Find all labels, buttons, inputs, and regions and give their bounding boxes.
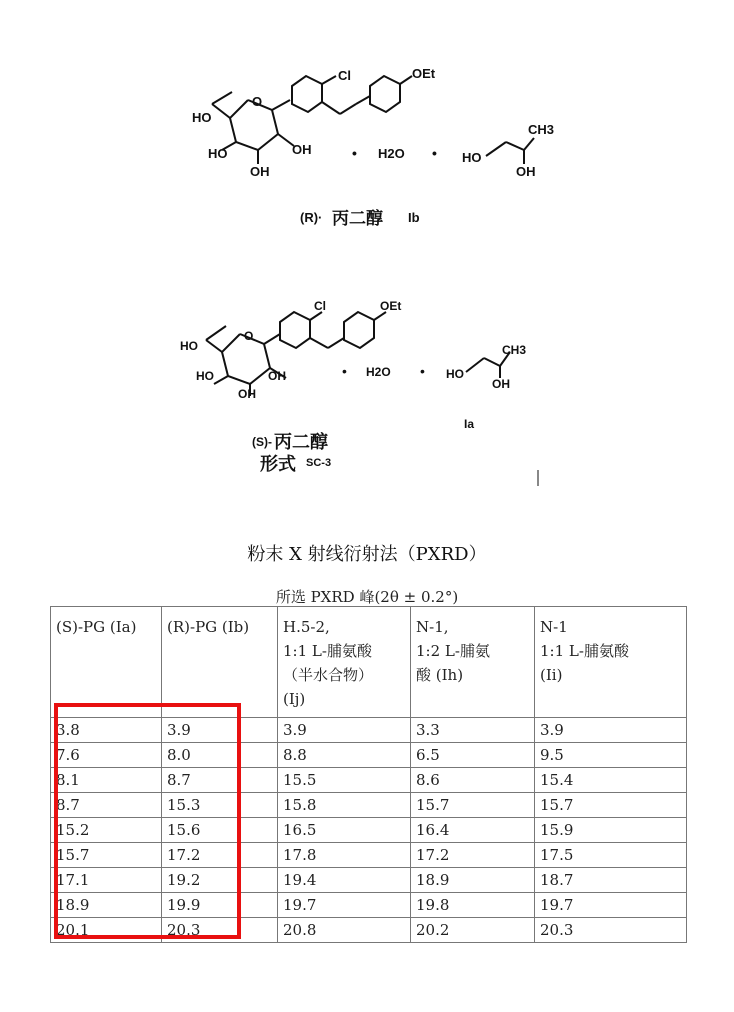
table-row [51, 768, 687, 793]
table-cell: 18.9 [411, 868, 535, 893]
table-cell: 17.2 [162, 843, 278, 868]
table-cell: 15.3 [162, 793, 278, 818]
table-cell: 3.3 [411, 718, 535, 743]
ia-pg-ho: HO [446, 367, 464, 381]
ib-ho-2: HO [208, 146, 228, 161]
table-cell: 8.0 [162, 743, 278, 768]
table-header-row [51, 607, 687, 718]
table-row [51, 743, 687, 768]
table-caption: 所选 PXRD 峰(2θ ± 0.2°) [275, 588, 459, 606]
ia-label-name: 丙二醇 [274, 432, 328, 453]
ib-bullet-2: • [432, 145, 437, 161]
table-cell: 15.9 [535, 818, 687, 843]
ib-oh-1: OH [250, 164, 270, 179]
ib-oet: OEt [412, 66, 436, 81]
pxrd-section-title: 粉末 X 射线衍射法（PXRD） [247, 544, 487, 565]
header-cell-ii: N-1 1:1 L-脯氨酸 (Ii) [535, 607, 687, 718]
ia-oet: OEt [380, 299, 402, 313]
ib-ring-oxygen: O [252, 94, 263, 109]
structure-ib [212, 76, 534, 164]
ia-water: H2O [366, 365, 391, 379]
table-row [51, 718, 687, 743]
table-cell: 3.8 [51, 718, 162, 743]
table-cell: 8.1 [51, 768, 162, 793]
table-cell: 15.6 [162, 818, 278, 843]
table-cell: 19.9 [162, 893, 278, 918]
table-cell: 20.8 [278, 918, 411, 943]
table-cell: 8.7 [162, 768, 278, 793]
table-cell: 18.7 [535, 868, 687, 893]
table-cell: 20.1 [51, 918, 162, 943]
ia-ho-1: HO [180, 339, 198, 353]
ia-bullet-2: • [420, 363, 425, 379]
table-cell: 19.4 [278, 868, 411, 893]
table-cell: 6.5 [411, 743, 535, 768]
ia-ring-oxygen: O [244, 329, 254, 343]
ia-oh-1: OH [238, 387, 256, 401]
ib-ho-1: HO [192, 110, 212, 125]
ia-pg-oh: OH [492, 377, 510, 391]
ia-cl: Cl [314, 299, 326, 313]
table-cell: 15.4 [535, 768, 687, 793]
ia-pg-ch3: CH3 [502, 343, 527, 357]
chemical-structures [0, 0, 734, 500]
ia-label-prefix: (S)- [252, 435, 272, 449]
table-cell: 15.7 [51, 843, 162, 868]
table-cell: 8.8 [278, 743, 411, 768]
ib-pg-ho: HO [462, 150, 482, 165]
ib-label-prefix: (R)· [300, 210, 323, 225]
header-cell-ij: H.5-2, 1:1 L-脯氨酸 （半水合物） (Ij) [278, 607, 411, 718]
table-cell: 15.8 [278, 793, 411, 818]
ib-label-code: Ib [408, 210, 420, 225]
ib-water: H2O [378, 146, 405, 161]
table-cell: 17.8 [278, 843, 411, 868]
pxrd-peaks-table [50, 606, 687, 943]
table-row [51, 818, 687, 843]
table-row [51, 893, 687, 918]
header-cell-ia: (S)-PG (Ia) [51, 607, 162, 718]
ib-bullet-1: • [352, 145, 357, 161]
table-row [51, 918, 687, 943]
table-cell: 8.7 [51, 793, 162, 818]
ib-label-name: 丙二醇 [332, 209, 383, 229]
ib-cl: Cl [338, 68, 351, 83]
table-cell: 7.6 [51, 743, 162, 768]
ib-pg-ch3: CH3 [528, 122, 555, 137]
table-cell: 19.8 [411, 893, 535, 918]
table-cell: 20.3 [535, 918, 687, 943]
ia-label-sc: SC-3 [306, 457, 332, 469]
ia-label-code: Ia [464, 417, 475, 431]
table-cell: 3.9 [162, 718, 278, 743]
ia-bullet-1: • [342, 363, 347, 379]
table-cell: 15.2 [51, 818, 162, 843]
table-cell: 18.9 [51, 893, 162, 918]
table-cell: 20.3 [162, 918, 278, 943]
ia-ho-2: HO [196, 369, 214, 383]
table-cell: 9.5 [535, 743, 687, 768]
table-cell: 15.7 [535, 793, 687, 818]
table-cell: 16.5 [278, 818, 411, 843]
ia-label-form: 形式 [260, 454, 296, 475]
table-cell: 3.9 [278, 718, 411, 743]
table-cell: 8.6 [411, 768, 535, 793]
table-cell: 17.5 [535, 843, 687, 868]
ib-oh-2: OH [292, 142, 312, 157]
table-cell: 19.2 [162, 868, 278, 893]
table-cell: 19.7 [278, 893, 411, 918]
pxrd-table-container [50, 606, 686, 943]
table-cell: 17.1 [51, 868, 162, 893]
table-cell: 15.7 [411, 793, 535, 818]
header-cell-ih: N-1, 1:2 L-脯氨 酸 (Ih) [411, 607, 535, 718]
table-row [51, 868, 687, 893]
table-cell: 20.2 [411, 918, 535, 943]
ia-oh-2: OH [268, 369, 286, 383]
table-row [51, 843, 687, 868]
table-cell: 16.4 [411, 818, 535, 843]
table-row [51, 793, 687, 818]
table-cell: 15.5 [278, 768, 411, 793]
header-cell-ib: (R)-PG (Ib) [162, 607, 278, 718]
table-cell: 3.9 [535, 718, 687, 743]
table-cell: 17.2 [411, 843, 535, 868]
table-cell: 19.7 [535, 893, 687, 918]
ib-pg-oh: OH [516, 164, 536, 179]
